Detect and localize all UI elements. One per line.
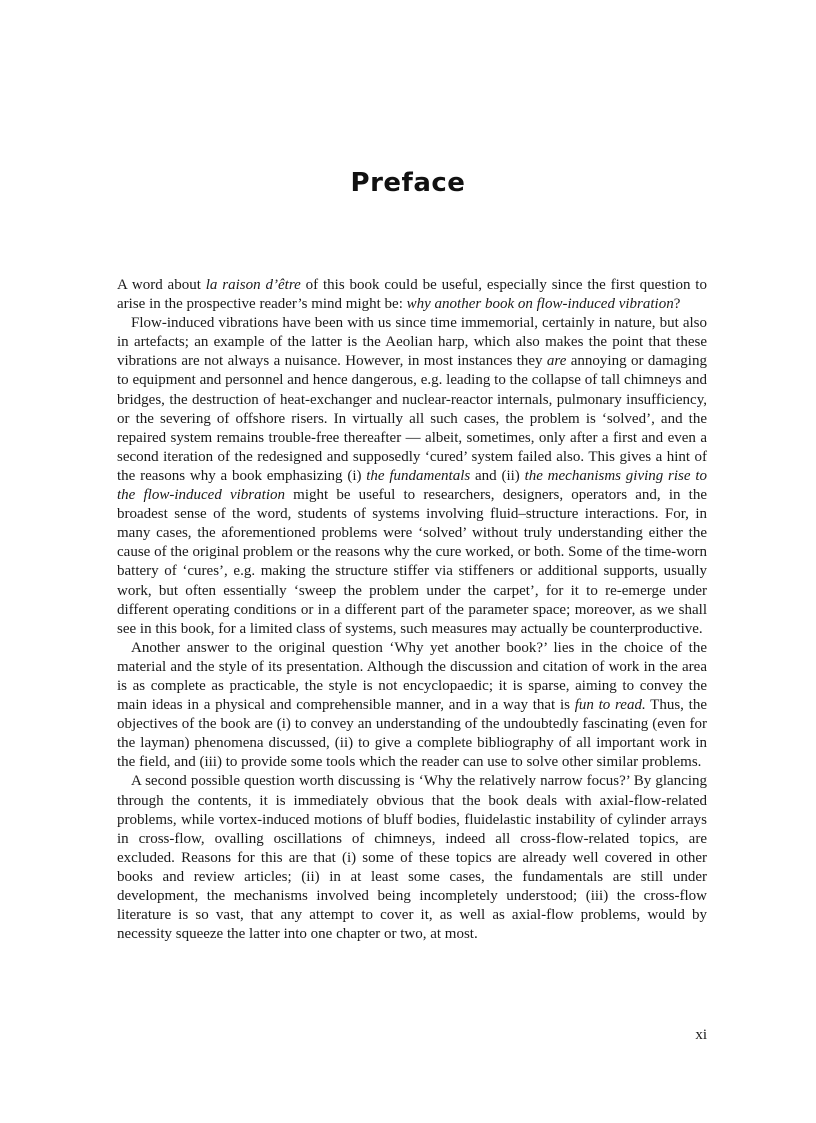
text-run: Flow-induced vibrations have been with us since time immemorial, certainly in nature, but also in artefacts; an example of the latter is the Aeolian harp, which also makes the point that these vibrations are not always a nuisance. However, in most instances they — [117, 315, 707, 370]
italic-text: why another book on flow-induced vibration — [406, 296, 674, 313]
text-run: of this book could be useful, especially since the first question to arise in the prospective reader’s mind might be: — [117, 277, 707, 313]
text-run: Thus, the objectives of the book are (i) to convey an understanding of the undoubtedly fascinating (even for the layman) phenomena discussed, (ii) to give a complete bibliography of all important work in the field, and (iii) to provide some tools which the reader can use to solve other similar problems. — [117, 697, 708, 771]
italic-text: la raison d’être — [205, 277, 301, 293]
italic-text: the fundamentals — [366, 467, 471, 484]
text-run: A word about — [117, 277, 206, 293]
text-run: and (ii) — [470, 467, 525, 484]
text-run: A second possible question worth discussing is ‘Why the relatively narrow focus?’ By glancing through the contents, it is immediately obvious that the book deals with axial-flow-related problems, while vortex-induced motions of bluff bodies, fluidelastic instability of cylinder arrays in cross-flow, ovalling oscillations of chimneys, indeed all cross-flow-related topics, are excluded. Reasons for this are that (i) some of these topics are already well covered in other books and review articles; (ii) in at least some cases, the fundamentals are still under development, the mechanisms involved being incompletely understood; (iii) the cross-flow literature is so vast, that any attempt to cover it, as well as axial-flow problems, would by necessity squeeze the latter into one chapter or two, at most. — [117, 773, 707, 943]
italic-text: the mechanisms giving rise to the flow-induced vibration — [117, 467, 708, 504]
text-run: ? — [673, 296, 681, 313]
paragraph — [117, 772, 707, 944]
page-title: Preface — [350, 168, 466, 198]
page-number: xi — [695, 1027, 707, 1043]
italic-text: are — [546, 353, 567, 370]
text-run: annoying or damaging to equipment and personnel and hence dangerous, e.g. leading to the collapse of tall chimneys and bridges, the destruction of heat-exchanger and nuclear-reactor internals, pulmonary insufficiency, or the severing of offshore risers. In virtually all such cases, the problem is ‘solved’, and the repaired system remains trouble-free thereafter — albeit, sometimes, only after a first and even a second iteration of the redesigned and supposedly ‘cured’ system failed also. This gives a hint of the reasons why a book emphasizing (i) — [117, 353, 707, 484]
preface-body — [117, 276, 707, 944]
text-run: might be useful to researchers, designers, operators and, in the broadest sense of the word, students of systems involving fluid–structure interactions. For, in many cases, the aforementioned problems were ‘solved’ without truly understanding either the cause of the original problem or the reasons why the cure worked, or both. Some of the time-worn battery of ‘cures’, e.g. making the structure stiffer via stiffeners or additional supports, usually work, but often essentially ‘sweep the problem under the carpet’, for it to re-emerge under different operating conditions or in a different part of the parameter space; moreover, as we shall see in this book, for a limited class of systems, such measures may actually be counterproductive. — [117, 487, 707, 637]
paragraph — [117, 276, 707, 314]
paragraph — [117, 639, 707, 773]
italic-text: fun to read. — [574, 697, 646, 714]
text-run: Another answer to the original question ‘Why yet another book?’ lies in the choice of the material and the style of its presentation. Although the discussion and citation of work in the area is as complete as practicable, the style is not encyclopaedic; it is sparse, aiming to convey the main ideas in a physical and comprehensible manner, and in a way that is — [117, 639, 707, 714]
paragraph — [117, 314, 707, 639]
